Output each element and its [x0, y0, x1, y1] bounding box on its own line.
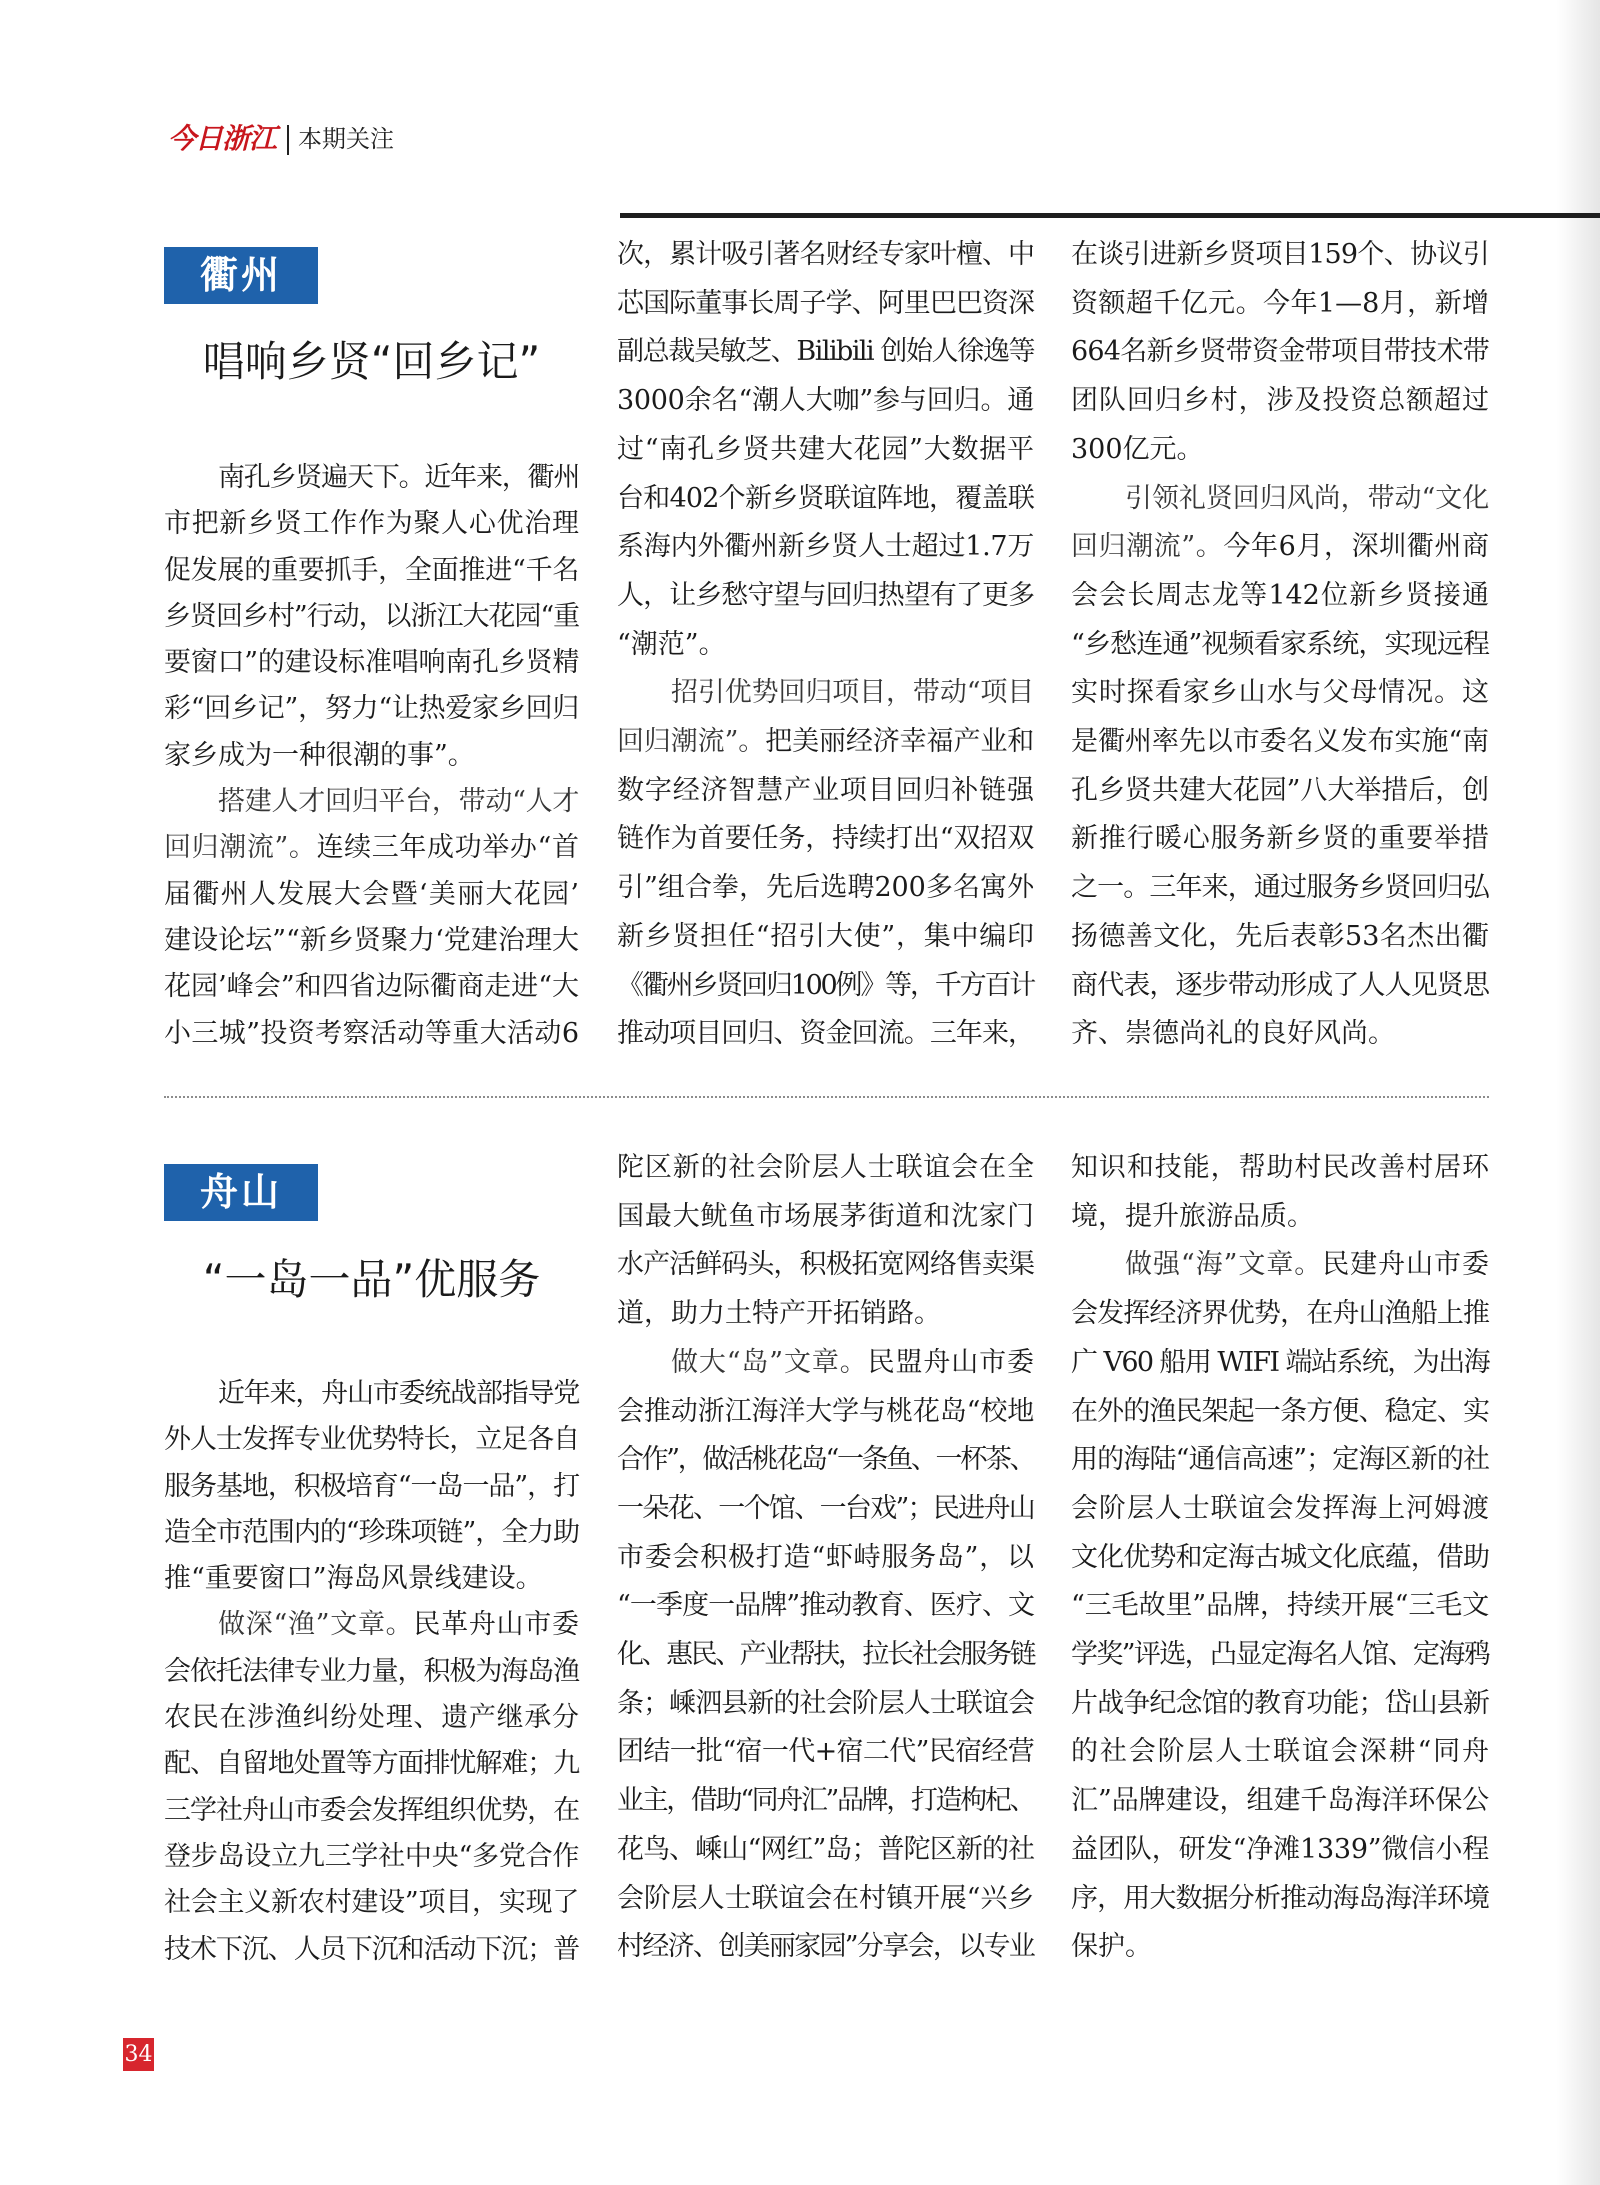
text-line — [1071, 1241, 1489, 1290]
line-text: 会发挥经济界优势，在舟山渔船上推 — [1071, 1298, 1489, 1330]
line-text: 推“重要窗口”海岛风景线建设。 — [164, 1563, 543, 1595]
line-text: 会推动浙江海洋大学与桃花岛“校地 — [617, 1395, 1034, 1427]
text-line — [1071, 1923, 1489, 1972]
line-text: 300亿元。 — [1071, 433, 1204, 465]
text-line — [1071, 280, 1489, 329]
text-line — [164, 455, 579, 501]
line-text: 资额超千亿元。今年1—8月，新增 — [1071, 287, 1489, 319]
text-line — [164, 964, 579, 1010]
text-line — [164, 1880, 579, 1926]
text-line — [1071, 523, 1489, 572]
text-line — [617, 1631, 1034, 1680]
column-label: 本期关注 — [298, 125, 394, 153]
line-text: 知识和技能，帮助村民改善村居环 — [1071, 1152, 1489, 1183]
region-badge: 舟山 — [164, 1164, 318, 1221]
text-line — [617, 1728, 1034, 1777]
line-text: 造全市范围内的“珍珠项链”，全力助 — [164, 1516, 579, 1548]
line-text: 三学社舟山市委会发挥组织优势，在 — [164, 1794, 579, 1826]
article-title: 唱响乡贤“回乡记” — [202, 337, 541, 386]
text-line — [617, 1582, 1034, 1631]
text-line — [617, 1826, 1034, 1875]
line-text: 合作”，做活桃花岛“一条鱼、一杯茶、 — [617, 1444, 1034, 1476]
text-line — [617, 475, 1034, 524]
line-text: 新乡贤担任“招引大使”，集中编印 — [617, 920, 1034, 952]
line-text: “潮范”。 — [617, 628, 726, 660]
line-text: “一季度一品牌”推动教育、医疗、文 — [617, 1590, 1034, 1622]
line-text: 学奖”评选，凸显定海名人馆、定海鸦 — [1071, 1639, 1489, 1671]
text-line — [617, 1193, 1034, 1242]
line-text: 《衢州乡贤回归100例》等，千方百计 — [617, 969, 1034, 1001]
text-line — [164, 1927, 579, 1973]
text-line — [164, 1695, 579, 1741]
text-line — [1071, 718, 1489, 767]
text-line — [164, 1417, 579, 1463]
text-line — [1071, 864, 1489, 913]
text-line — [164, 594, 579, 640]
text-line — [617, 962, 1034, 1011]
text-line — [164, 1649, 579, 1695]
lead-phrase: 引领礼贤回归风尚，带动“文化 — [1125, 482, 1489, 514]
line-text: 会阶层人士联谊会在村镇开展“兴乡 — [617, 1882, 1034, 1914]
line-text: 的社会阶层人士联谊会深耕“同舟 — [1071, 1736, 1489, 1768]
line-text: 民盟舟山市委 — [867, 1346, 1035, 1378]
text-line — [1071, 1777, 1489, 1826]
line-text: 条；嵊泗县新的社会阶层人士联谊会 — [617, 1687, 1034, 1719]
text-line — [1071, 815, 1489, 864]
text-line — [1071, 377, 1489, 426]
line-text: 水产活鲜码头，积极拓宽网络售卖渠 — [617, 1249, 1034, 1281]
text-line — [164, 1834, 579, 1880]
line-text: 今年6月，深圳衢州商 — [1223, 531, 1489, 563]
line-text: 齐、崇德尚礼的良好风尚。 — [1071, 1018, 1395, 1050]
text-line — [164, 1371, 579, 1417]
line-text: 外人士发挥专业优势特长，立足各自 — [164, 1424, 579, 1456]
line-text: 推动项目回归、资金回流。三年来， — [617, 1018, 1034, 1050]
text-line — [617, 1534, 1034, 1583]
line-text: 广 V60 船用 WIFI 端站系统，为出海 — [1071, 1346, 1489, 1378]
line-text: “乡愁连通”视频看家系统，实现远程 — [1071, 628, 1489, 660]
line-text: 南孔乡贤遍天下。近年来，衢州 — [218, 462, 579, 493]
line-text: 孔乡贤共建大花园”八大举措后，创 — [1071, 774, 1489, 806]
line-text: 次，累计吸引著名财经专家叶檀、中 — [617, 239, 1034, 270]
text-line — [1071, 1582, 1489, 1631]
line-text: 在外的渔民架起一条方便、稳定、实 — [1071, 1395, 1489, 1427]
text-line — [617, 767, 1034, 816]
text-line — [1071, 1875, 1489, 1924]
lead-phrase: 做深“渔”文章。 — [218, 1609, 414, 1641]
text-line — [617, 1290, 1034, 1339]
text-line — [1071, 1826, 1489, 1875]
text-line — [1071, 328, 1489, 377]
text-line — [1071, 1680, 1489, 1729]
text-line — [617, 864, 1034, 913]
text-line — [1071, 1290, 1489, 1339]
text-line — [1071, 1144, 1489, 1193]
line-text: 花鸟、嵊山“网红”岛；普陀区新的社 — [617, 1833, 1034, 1865]
line-text: 把美丽经济幸福产业和 — [765, 726, 1035, 758]
article-title: “一岛一品”优服务 — [202, 1255, 541, 1304]
lead-phrase: 回归潮流”。 — [164, 832, 317, 864]
article-column — [1071, 1144, 1489, 1972]
lead-phrase: 做大“岛”文章。 — [671, 1346, 868, 1378]
line-text: 配、自留地处置等方面排忧解难；九 — [164, 1748, 579, 1780]
text-line — [617, 1144, 1034, 1193]
line-text: 服务基地，积极培育“一岛一品”，打 — [164, 1470, 579, 1502]
text-line — [617, 621, 1034, 670]
page-gutter-shadow — [1556, 0, 1600, 2185]
text-line — [617, 572, 1034, 621]
line-text: 小三城”投资考察活动等重大活动6 — [164, 1017, 579, 1049]
text-line — [617, 231, 1034, 280]
line-text: 保护。 — [1071, 1931, 1152, 1963]
line-text: 市委会积极打造“虾峙服务岛”，以 — [617, 1541, 1034, 1573]
line-text: 实时探看家乡山水与父母情况。这 — [1071, 677, 1489, 709]
line-text: 汇”品牌建设，组建千岛海洋环保公 — [1071, 1785, 1489, 1817]
line-text: 系海内外衢州新乡贤人士超过1.7万 — [617, 531, 1034, 563]
text-line — [1071, 621, 1489, 670]
line-text: 建设论坛”“新乡贤聚力‘党建治理大 — [164, 924, 579, 956]
text-line — [617, 1680, 1034, 1729]
text-line — [164, 779, 579, 825]
text-line — [617, 1436, 1034, 1485]
magazine-logo: 今日浙江 — [168, 122, 277, 155]
article-column — [1071, 231, 1489, 1059]
text-line — [1071, 426, 1489, 475]
text-line — [617, 815, 1034, 864]
section-divider — [164, 1096, 1489, 1098]
text-line — [164, 1741, 579, 1787]
text-line — [617, 377, 1034, 426]
text-line — [1071, 1728, 1489, 1777]
text-line — [164, 872, 579, 918]
text-line — [164, 640, 579, 686]
line-text: 业主，借助“同舟汇”品牌，打造枸杞、 — [617, 1785, 1034, 1817]
line-text: 近年来，舟山市委统战部指导党 — [218, 1378, 579, 1409]
line-text: 新推行暖心服务新乡贤的重要举措 — [1071, 823, 1489, 855]
line-text: 登步岛设立九三学社中央“多党合作 — [164, 1840, 579, 1872]
line-text: 引”组合拳，先后选聘200多名寓外 — [617, 872, 1034, 904]
text-line — [617, 1339, 1034, 1388]
line-text: 连续三年成功举办“首 — [316, 832, 579, 864]
line-text: 链作为首要任务，持续打出“双招双 — [617, 823, 1034, 855]
text-line — [617, 523, 1034, 572]
text-line — [617, 913, 1034, 962]
text-line — [164, 1011, 579, 1057]
text-line — [617, 1241, 1034, 1290]
text-line — [1071, 1534, 1489, 1583]
line-text: 彩“回乡记”，努力“让热爱家乡回归 — [164, 693, 579, 725]
line-text: “三毛故里”品牌，持续开展“三毛文 — [1071, 1590, 1489, 1622]
line-text: 国最大鱿鱼市场展茅街道和沈家门 — [617, 1200, 1034, 1232]
line-text: 境，提升旅游品质。 — [1071, 1200, 1314, 1232]
text-line — [1071, 669, 1489, 718]
line-text: 人，让乡愁守望与回归热望有了更多 — [617, 579, 1034, 611]
region-badge: 衢州 — [164, 247, 318, 304]
text-line — [617, 1777, 1034, 1826]
line-text: 一朵花、一个馆、一台戏”；民进舟山 — [617, 1492, 1034, 1524]
text-line — [617, 1010, 1034, 1059]
lead-phrase: 做强“海”文章。 — [1125, 1249, 1323, 1281]
line-text: 之一。三年来，通过服务乡贤回归弘 — [1071, 872, 1489, 904]
text-line — [1071, 1010, 1489, 1059]
text-line — [617, 1923, 1034, 1972]
line-text: 道，助力土特产开拓销路。 — [617, 1298, 941, 1330]
line-text: 商代表，逐步带动形成了人人见贤思 — [1071, 969, 1489, 1001]
text-line — [164, 1510, 579, 1556]
line-text: 数字经济智慧产业项目回归补链强 — [617, 774, 1034, 806]
line-text: 序，用大数据分析推动海岛海洋环境 — [1071, 1882, 1489, 1914]
text-line — [1071, 1339, 1489, 1388]
line-text: 芯国际董事长周子学、阿里巴巴资深 — [617, 287, 1034, 319]
lead-phrase: 搭建人才回归平台，带动“人才 — [218, 786, 579, 818]
header-separator — [287, 125, 289, 155]
line-text: 会依托法律专业力量，积极为海岛渔 — [164, 1655, 579, 1687]
line-text: 副总裁吴敏芝、Bilibili 创始人徐逸等 — [617, 336, 1034, 368]
line-text: 陀区新的社会阶层人士联谊会在全 — [617, 1152, 1034, 1183]
text-line — [164, 501, 579, 547]
article-column — [164, 455, 579, 1057]
text-line — [617, 280, 1034, 329]
line-text: 要窗口”的建设标准唱响南孔乡贤精 — [164, 647, 579, 679]
line-text: 3000余名“潮人大咖”参与回归。通 — [617, 385, 1034, 417]
text-line — [164, 918, 579, 964]
text-line — [1071, 1631, 1489, 1680]
line-text: 文化优势和定海古城文化底蕴，借助 — [1071, 1541, 1489, 1573]
text-line — [1071, 572, 1489, 621]
line-text: 农民在涉渔纠纷处理、遗产继承分 — [164, 1702, 579, 1734]
line-text: 664名新乡贤带资金带项目带技术带 — [1071, 336, 1489, 368]
line-text: 民革舟山市委 — [413, 1609, 580, 1641]
line-text: 会会长周志龙等142位新乡贤接通 — [1071, 579, 1489, 611]
line-text: 台和402个新乡贤联谊阵地，覆盖联 — [617, 482, 1034, 514]
lead-phrase: 招引优势回归项目，带动“项目 — [671, 677, 1034, 709]
line-text: 村经济、创美丽家园”分享会，以专业 — [617, 1931, 1034, 1963]
text-line — [1071, 962, 1489, 1011]
line-text: 乡贤回乡村”行动，以浙江大花园“重 — [164, 600, 579, 632]
line-text: 会阶层人士联谊会发挥海上河姆渡 — [1071, 1492, 1489, 1524]
article-column — [617, 1144, 1034, 1972]
line-text: 扬德善文化，先后表彰53名杰出衢 — [1071, 920, 1489, 952]
text-line — [164, 825, 579, 871]
lead-phrase: 回归潮流”。 — [617, 726, 766, 758]
line-text: 过“南孔乡贤共建大花园”大数据平 — [617, 433, 1034, 465]
line-text: 民建舟山市委 — [1322, 1249, 1489, 1281]
text-line — [617, 1875, 1034, 1924]
text-line — [1071, 1436, 1489, 1485]
article-column — [617, 231, 1034, 1059]
text-line — [617, 328, 1034, 377]
text-line — [617, 669, 1034, 718]
line-text: 市把新乡贤工作作为聚人心优治理 — [164, 508, 579, 540]
line-text: 片战争纪念馆的教育功能；岱山县新 — [1071, 1687, 1489, 1719]
line-text: 家乡成为一种很潮的事”。 — [164, 739, 475, 771]
text-line — [164, 1464, 579, 1510]
line-text: 用的海陆“通信高速”；定海区新的社 — [1071, 1444, 1489, 1476]
line-text: 技术下沉、人员下沉和活动下沉；普 — [164, 1933, 579, 1965]
text-line — [617, 1485, 1034, 1534]
lead-phrase: 回归潮流”。 — [1071, 531, 1224, 563]
line-text: 在谈引进新乡贤项目159个、协议引 — [1071, 239, 1489, 270]
page-number: 34 — [123, 2038, 154, 2071]
text-line — [617, 1388, 1034, 1437]
text-line — [1071, 1193, 1489, 1242]
line-text: 化、惠民、产业帮扶，拉长社会服务链 — [617, 1639, 1034, 1671]
text-line — [164, 686, 579, 732]
text-line — [1071, 767, 1489, 816]
text-line — [617, 718, 1034, 767]
line-text: 促发展的重要抓手，全面推进“千名 — [164, 554, 579, 586]
text-line — [164, 733, 579, 779]
text-line — [1071, 1388, 1489, 1437]
text-line — [1071, 1485, 1489, 1534]
line-text: 团结一批“宿一代+宿二代”民宿经营 — [617, 1736, 1034, 1768]
line-text: 是衢州率先以市委名义发布实施“南 — [1071, 726, 1489, 758]
text-line — [617, 426, 1034, 475]
line-text: 团队回归乡村，涉及投资总额超过 — [1071, 385, 1489, 417]
text-line — [1071, 913, 1489, 962]
article-column — [164, 1371, 579, 1973]
text-line — [164, 548, 579, 594]
line-text: 届衢州人发展大会暨‘美丽大花园’ — [164, 878, 579, 910]
text-line — [1071, 475, 1489, 524]
text-line — [164, 1556, 579, 1602]
top-rule — [620, 213, 1600, 218]
text-line — [164, 1602, 579, 1648]
line-text: 社会主义新农村建设”项目，实现了 — [164, 1887, 579, 1919]
line-text: 花园’峰会”和四省边际衢商走进“大 — [164, 971, 579, 1003]
text-line — [1071, 231, 1489, 280]
text-line — [164, 1788, 579, 1834]
line-text: 益团队，研发“净滩1339”微信小程 — [1071, 1833, 1489, 1865]
